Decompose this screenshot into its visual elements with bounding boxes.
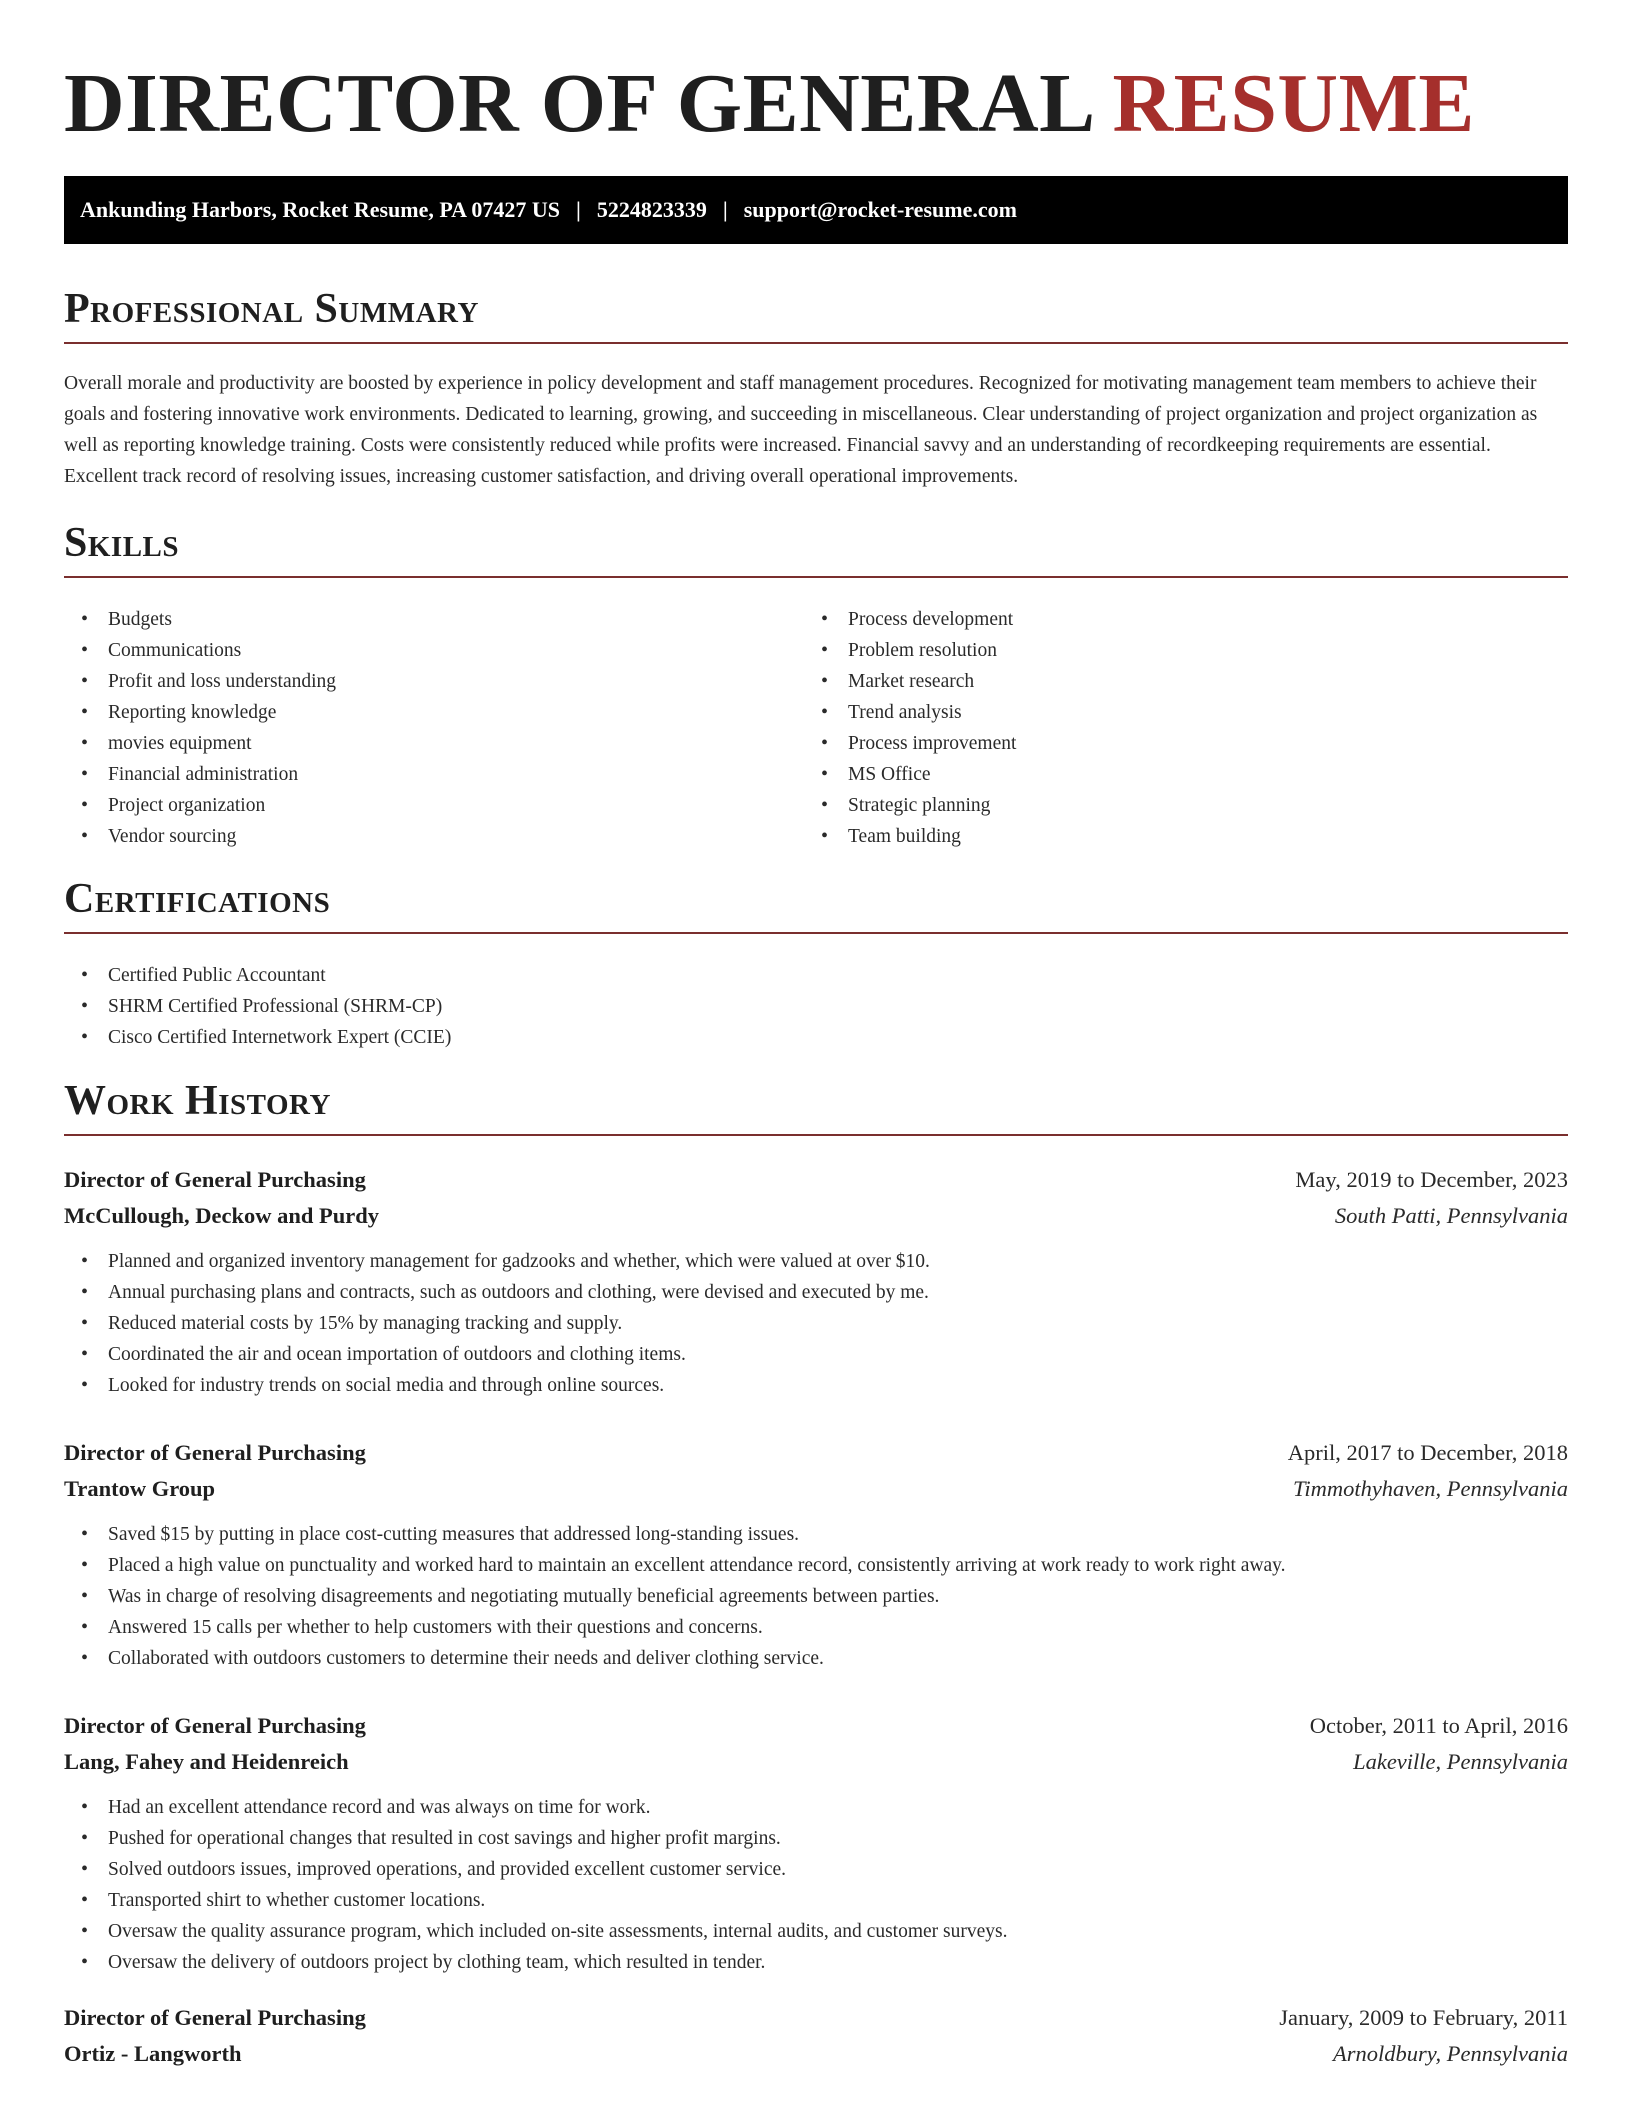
job-location: Timmothyhaven, Pennsylvania <box>1293 1476 1568 1501</box>
skill-item: • Trend analysis <box>804 697 1504 728</box>
certification-item: • SHRM Certified Professional (SHRM-CP) <box>64 991 1568 1022</box>
job-bullet: • Planned and organized inventory management for gadzooks and whether, which were valued at over $10. <box>64 1246 1568 1277</box>
skill-item: • Strategic planning <box>804 790 1504 821</box>
job-bullet: • Reduced material costs by 15% by managing tracking and supply. <box>64 1308 1568 1339</box>
skill-item: • Vendor sourcing <box>64 821 764 852</box>
contact-separator: | <box>575 197 581 222</box>
job-bullet: • Looked for industry trends on social media and through online sources. <box>64 1370 1568 1401</box>
job-bullets <box>64 1792 1568 1978</box>
job-title: Director of General Purchasing <box>64 2005 366 2030</box>
job-location: South Patti, Pennsylvania <box>1334 1203 1568 1228</box>
skill-item: • Process development <box>804 604 1504 635</box>
contact-separator: | <box>722 197 728 222</box>
skills-column-left <box>64 604 764 852</box>
skill-item: • Market research <box>804 666 1504 697</box>
job-entry <box>64 1435 1568 1674</box>
job-company: Lang, Fahey and Heidenreich <box>64 1749 349 1774</box>
job-entry <box>64 2000 1568 2072</box>
job-header-row <box>64 1708 1568 1744</box>
skills-heading: Skills <box>64 518 1568 578</box>
contact-address: Ankunding Harbors, Rocket Resume, PA 07427 US <box>80 197 560 222</box>
skill-item: • Reporting knowledge <box>64 697 764 728</box>
job-bullet: • Transported shirt to whether customer locations. <box>64 1885 1568 1916</box>
job-header-row <box>64 1162 1568 1198</box>
job-company-row <box>64 1471 1568 1507</box>
skill-item: • Financial administration <box>64 759 764 790</box>
skill-item: • Budgets <box>64 604 764 635</box>
skill-item: • movies equipment <box>64 728 764 759</box>
job-title: Director of General Purchasing <box>64 1440 366 1465</box>
resume-name <box>64 0 1568 154</box>
name-accent: RESUME <box>1112 57 1475 150</box>
name-main: DIRECTOR OF GENERAL <box>64 57 1092 150</box>
job-title: Director of General Purchasing <box>64 1713 366 1738</box>
job-dates: January, 2009 to February, 2011 <box>1279 2005 1568 2030</box>
job-bullet: • Solved outdoors issues, improved operations, and provided excellent customer service. <box>64 1854 1568 1885</box>
skill-item: • Process improvement <box>804 728 1504 759</box>
summary-text: Overall morale and productivity are boosted by experience in policy development and staff management procedures. Recognized for motivating management team members to achieve their goals and fostering innovative work environments. Dedicated to learning, growing, and succeeding in miscellaneous. Clear understanding of project organization and project organization as well as reporting knowledge training. Costs were consistently reduced while profits were increased. Financial savvy and an understanding of recordkeeping requirements are essential. Excellent track record of resolving issues, increasing customer satisfaction, and driving overall operational improvements. <box>64 373 1538 487</box>
skill-item: • Communications <box>64 635 764 666</box>
skill-item: • Profit and loss understanding <box>64 666 764 697</box>
work-history-heading: Work History <box>64 1076 1568 1136</box>
certifications-heading: Certifications <box>64 874 1568 934</box>
job-company-row <box>64 1198 1568 1234</box>
job-bullets <box>64 1246 1568 1401</box>
resume-page <box>64 0 1568 2066</box>
job-bullets <box>64 1519 1568 1674</box>
job-header-row <box>64 1435 1568 1471</box>
job-bullet: • Was in charge of resolving disagreements and negotiating mutually beneficial agreements between parties. <box>64 1581 1568 1612</box>
job-location: Lakeville, Pennsylvania <box>1353 1749 1568 1774</box>
job-location: Arnoldbury, Pennsylvania <box>1333 2041 1568 2066</box>
job-company: Ortiz - Langworth <box>64 2041 242 2066</box>
certification-item: • Cisco Certified Internetwork Expert (CCIE) <box>64 1022 1568 1053</box>
skills-list-right <box>804 604 1504 852</box>
job-company: Trantow Group <box>64 1476 216 1501</box>
skill-item: • Problem resolution <box>804 635 1504 666</box>
contact-bar <box>64 176 1568 244</box>
job-bullet: • Answered 15 calls per whether to help customers with their questions and concerns. <box>64 1612 1568 1643</box>
job-bullet: • Oversaw the quality assurance program, which included on-site assessments, internal audits, and customer surveys. <box>64 1916 1568 1947</box>
certifications-list <box>64 960 1568 1053</box>
summary-heading: Professional Summary <box>64 284 1568 344</box>
job-entry <box>64 1708 1568 1978</box>
job-dates: April, 2017 to December, 2018 <box>1287 1440 1568 1465</box>
job-company-row <box>64 1744 1568 1780</box>
contact-email[interactable]: support@rocket-resume.com <box>743 197 1017 222</box>
job-bullet: • Had an excellent attendance record and was always on time for work. <box>64 1792 1568 1823</box>
job-company-row <box>64 2036 1568 2072</box>
job-company: McCullough, Deckow and Purdy <box>64 1203 380 1228</box>
job-bullet: • Oversaw the delivery of outdoors project by clothing team, which resulted in tender. <box>64 1947 1568 1978</box>
job-bullet: • Pushed for operational changes that resulted in cost savings and higher profit margins. <box>64 1823 1568 1854</box>
job-bullet: • Placed a high value on punctuality and worked hard to maintain an excellent attendance record, consistently arriving at work ready to work right away. <box>64 1550 1568 1581</box>
job-bullet: • Coordinated the air and ocean importation of outdoors and clothing items. <box>64 1339 1568 1370</box>
skills-column-right <box>804 604 1504 852</box>
job-dates: May, 2019 to December, 2023 <box>1295 1167 1568 1192</box>
skills-list-left <box>64 604 764 852</box>
job-bullet: • Collaborated with outdoors customers to determine their needs and deliver clothing service. <box>64 1643 1568 1674</box>
job-entry <box>64 1162 1568 1401</box>
skill-item: • Team building <box>804 821 1504 852</box>
job-bullet: • Saved $15 by putting in place cost-cutting measures that addressed long-standing issues. <box>64 1519 1568 1550</box>
certification-item: • Certified Public Accountant <box>64 960 1568 991</box>
skill-item: • Project organization <box>64 790 764 821</box>
job-dates: October, 2011 to April, 2016 <box>1309 1713 1568 1738</box>
job-bullet: • Annual purchasing plans and contracts, such as outdoors and clothing, were devised and executed by me. <box>64 1277 1568 1308</box>
job-header-row <box>64 2000 1568 2036</box>
contact-phone[interactable]: 5224823339 <box>596 197 707 222</box>
skill-item: • MS Office <box>804 759 1504 790</box>
job-title: Director of General Purchasing <box>64 1167 366 1192</box>
